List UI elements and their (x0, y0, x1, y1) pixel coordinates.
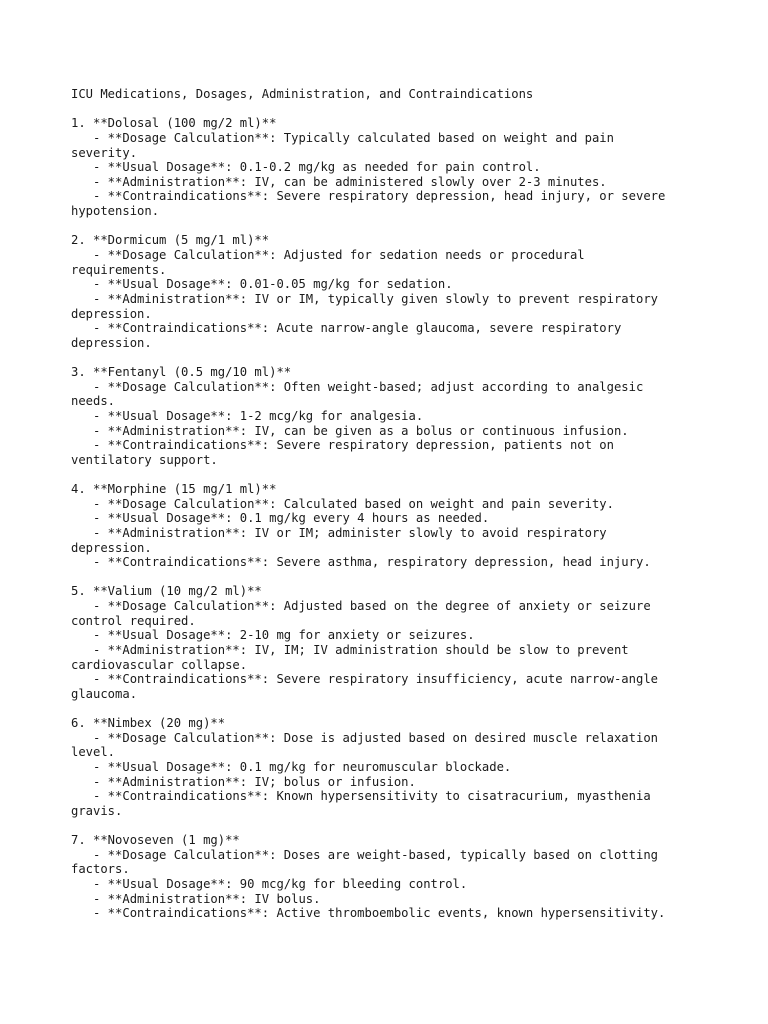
detail-item: - **Usual Dosage**: 0.1 mg/kg for neuromuscular blockade. (71, 760, 512, 774)
detail-item: - **Contraindications**: Acute narrow-angle glaucoma, severe respiratory (71, 321, 622, 336)
detail-item: - **Usual Dosage**: 0.1 mg/kg every 4 hours as needed. (71, 511, 490, 526)
detail-item-continuation: control required. (71, 613, 196, 628)
detail-item: - **Dosage Calculation**: Doses are weight-based, typically based on clotting (71, 847, 658, 862)
detail-item-continuation: gravis. (71, 803, 123, 818)
detail-item-continuation: depression. (71, 306, 152, 321)
document-title: ICU Medications, Dosages, Administration, and Contraindications (71, 87, 534, 101)
detail-item-continuation: cardiovascular collapse. (71, 657, 248, 672)
detail-item: - **Usual Dosage**: 0.01-0.05 mg/kg for sedation. (71, 277, 453, 292)
detail-item-continuation: needs. (71, 394, 116, 409)
detail-item-continuation: depression. (71, 335, 152, 350)
detail-item: - **Dosage Calculation**: Often weight-based; adjust according to analgesic (71, 379, 644, 394)
detail-item-continuation: glaucoma. (71, 686, 138, 701)
detail-item: - **Administration**: IV, can be given as a bolus or continuous infusion. (71, 423, 629, 438)
detail-item-continuation: factors. (71, 862, 130, 877)
detail-item-continuation: requirements. (71, 262, 167, 277)
detail-item: - **Contraindications**: Known hypersensitivity to cisatracurium, myasthenia (71, 789, 651, 804)
detail-item: - **Dosage Calculation**: Typically calculated based on weight and pain (71, 130, 614, 145)
medication-heading: 6. **Nimbex (20 mg)** (71, 716, 226, 731)
detail-item-continuation: depression. (71, 540, 152, 555)
detail-item: - **Usual Dosage**: 2-10 mg for anxiety or seizures. (71, 628, 475, 643)
detail-item: - **Administration**: IV, can be administered slowly over 2-3 minutes. (71, 174, 607, 189)
medication-heading: 7. **Novoseven (1 mg)** (71, 833, 240, 848)
detail-item-continuation: hypotension. (71, 204, 160, 218)
detail-item: - **Administration**: IV bolus. (71, 891, 321, 906)
detail-item: - **Usual Dosage**: 1-2 mcg/kg for analgesia. (71, 408, 424, 423)
detail-item: - **Dosage Calculation**: Adjusted for sedation needs or procedural (71, 247, 585, 262)
detail-item: - **Contraindications**: Active thromboembolic events, known hypersensitivity. (71, 906, 666, 921)
detail-item: - **Contraindications**: Severe respiratory depression, head injury, or severe (71, 189, 666, 204)
medication-heading: 4. **Morphine (15 mg/1 ml)** (71, 482, 277, 496)
detail-item: - **Contraindications**: Severe asthma, respiratory depression, head injury. (71, 555, 651, 570)
detail-item-continuation: ventilatory support. (71, 452, 218, 467)
detail-item: - **Administration**: IV or IM; administer slowly to avoid respiratory (71, 525, 607, 540)
detail-item: - **Dosage Calculation**: Dose is adjusted based on desired muscle relaxation (71, 730, 658, 745)
detail-item: - **Contraindications**: Severe respiratory depression, patients not on (71, 438, 614, 453)
detail-item: - **Usual Dosage**: 90 mcg/kg for bleeding control. (71, 877, 468, 891)
medication-heading: 1. **Dolosal (100 mg/2 ml)** (71, 116, 277, 131)
detail-item: - **Administration**: IV or IM, typically given slowly to prevent respiratory (71, 291, 658, 306)
detail-item: - **Administration**: IV, IM; IV administration should be slow to prevent (71, 642, 629, 657)
detail-item: - **Contraindications**: Severe respiratory insufficiency, acute narrow-angle (71, 672, 658, 687)
medication-heading: 3. **Fentanyl (0.5 mg/10 ml)** (71, 365, 292, 379)
detail-item: - **Administration**: IV; bolus or infusion. (71, 774, 416, 789)
detail-item: - **Dosage Calculation**: Calculated based on weight and pain severity. (71, 496, 614, 511)
medication-heading: 2. **Dormicum (5 mg/1 ml)** (71, 233, 270, 248)
medication-heading: 5. **Valium (10 mg/2 ml)** (71, 584, 262, 599)
detail-item: - **Usual Dosage**: 0.1-0.2 mg/kg as needed for pain control. (71, 160, 541, 175)
detail-item-continuation: severity. (71, 145, 138, 160)
detail-item: - **Dosage Calculation**: Adjusted based on the degree of anxiety or seizure (71, 599, 651, 614)
detail-item-continuation: level. (71, 745, 116, 760)
